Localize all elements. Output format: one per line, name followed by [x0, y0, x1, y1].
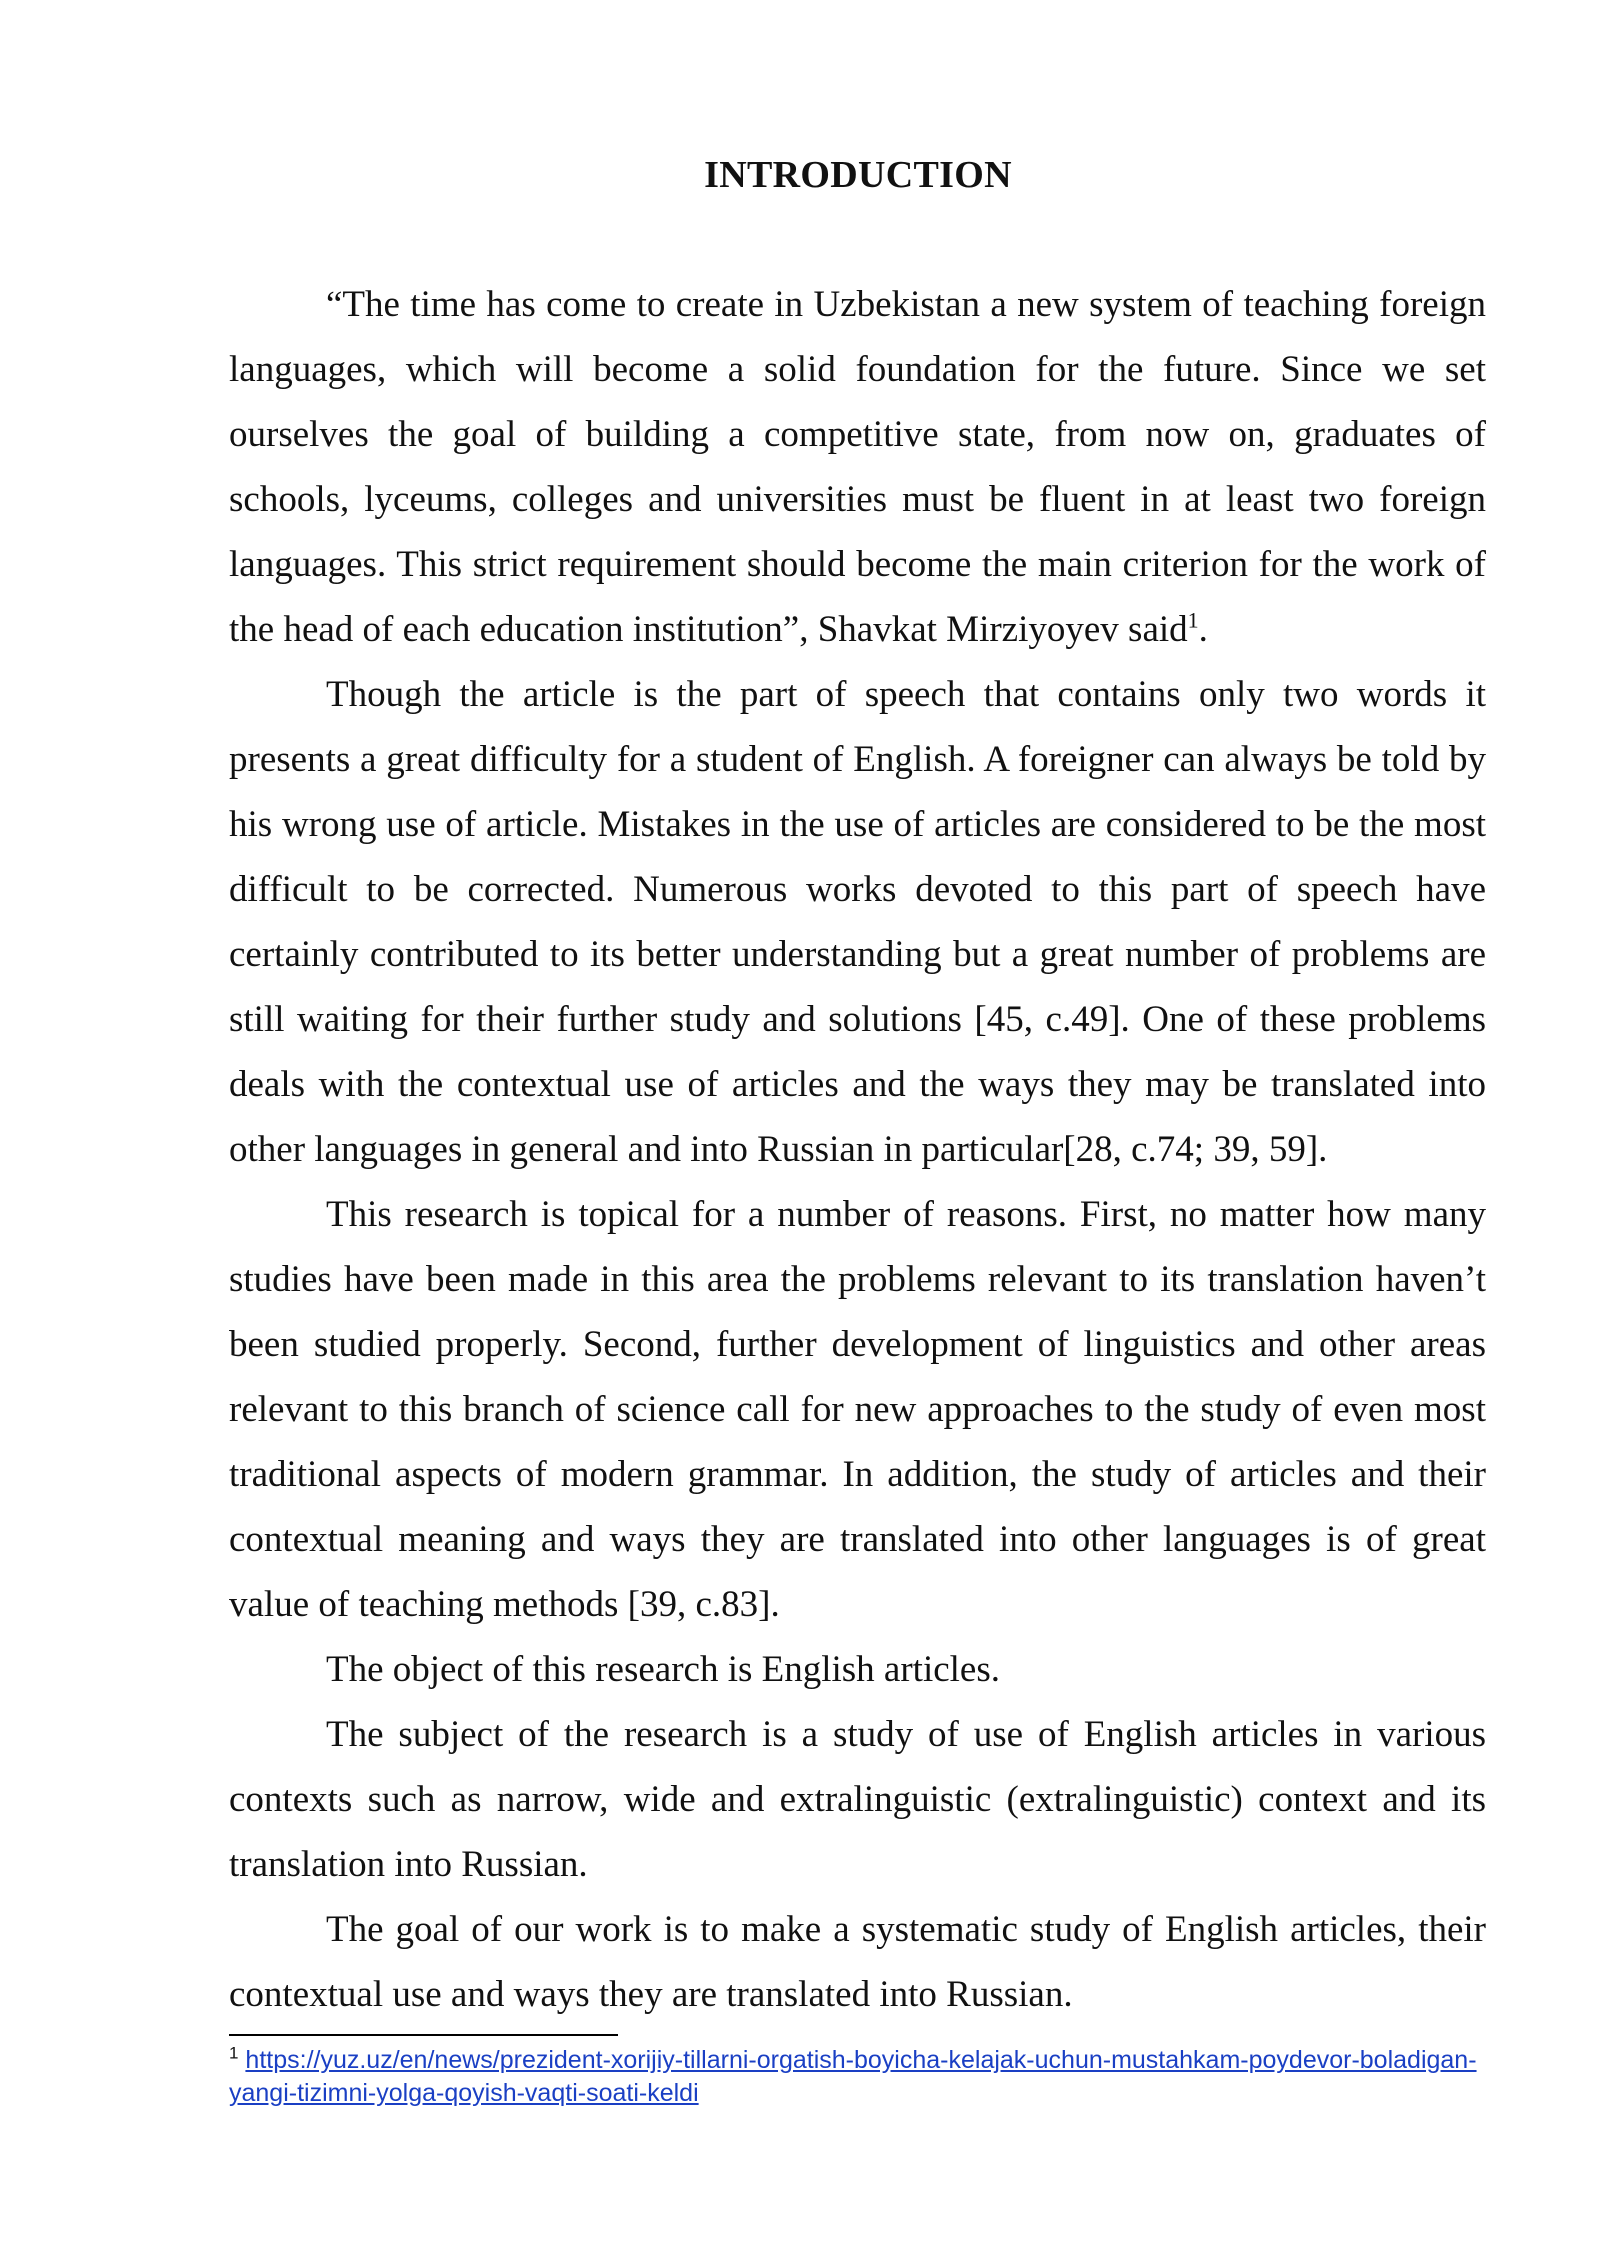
paragraph-subject: The subject of the research is a study of use of English articles in various contexts such as narrow, wide and extralinguistic (extralinguistic) context and its translation into Russian. — [229, 1714, 1486, 1885]
paragraph-topicality: This research is topical for a number of reasons. First, no matter how many studies have been made in this area the problems relevant to its translation haven’t been studied properly. Second, further development of linguistics and other areas relevant to this branch of science call for new approaches to the study of even most traditional aspects of modern grammar. In addition, the study of articles and their contextual meaning and ways they are translated into other languages is of great value of teaching methods [39, c.83]. — [229, 1194, 1486, 1625]
paragraph-tail: . — [1198, 609, 1208, 650]
paragraph-article-difficulty: Though the article is the part of speech that contains only two words it presents a great difficulty for a student of English. A foreigner can always be told by his wrong use of article. Mistakes in the use of articles are considered to be the most difficult to be corrected. Numerous works devoted to this part of speech have certainly contributed to its better understanding but a great number of problems are still waiting for their further study and solutions [45, c.49]. One of these problems deals with the contextual use of articles and the ways they may be translated into other languages in general and into Russian in particular[28, c.74; 39, 59]. — [229, 674, 1486, 1170]
footnote-number: 1 — [229, 2043, 239, 2063]
paragraph-goal: The goal of our work is to make a systematic study of English articles, their contextual use and ways they are translated into Russian. — [229, 1909, 1486, 2015]
footnote-reference[interactable]: 1 — [1187, 607, 1199, 633]
footnote-separator — [229, 2034, 618, 2036]
paragraph-text: “The time has come to create in Uzbekistan a new system of teaching foreign languages, which will become a solid foundation for the future. Since we set ourselves the goal of building a competitive state, from now on, graduates of schools, lyceums, colleges and universities must be fluent in at least two foreign languages. This strict requirement should become the main criterion for the work of the head of each education institution”, Shavkat Mirziyoyev said — [229, 284, 1486, 650]
paragraph-object: The object of this research is English articles. — [326, 1649, 1001, 1690]
page-heading: INTRODUCTION — [704, 154, 1012, 196]
footnote-link[interactable]: https://yuz.uz/en/news/prezident-xorijiy-tillarni-orgatish-boyicha-kelajak-uchun-mustahkam-poydevor-boladigan-yangi-tizimni-yolga-qoyish-vaqti-soati-keldi — [229, 2046, 1477, 2107]
footnote — [229, 2044, 1486, 2110]
body-text — [229, 272, 1486, 2027]
paragraph-quote — [229, 272, 1486, 662]
